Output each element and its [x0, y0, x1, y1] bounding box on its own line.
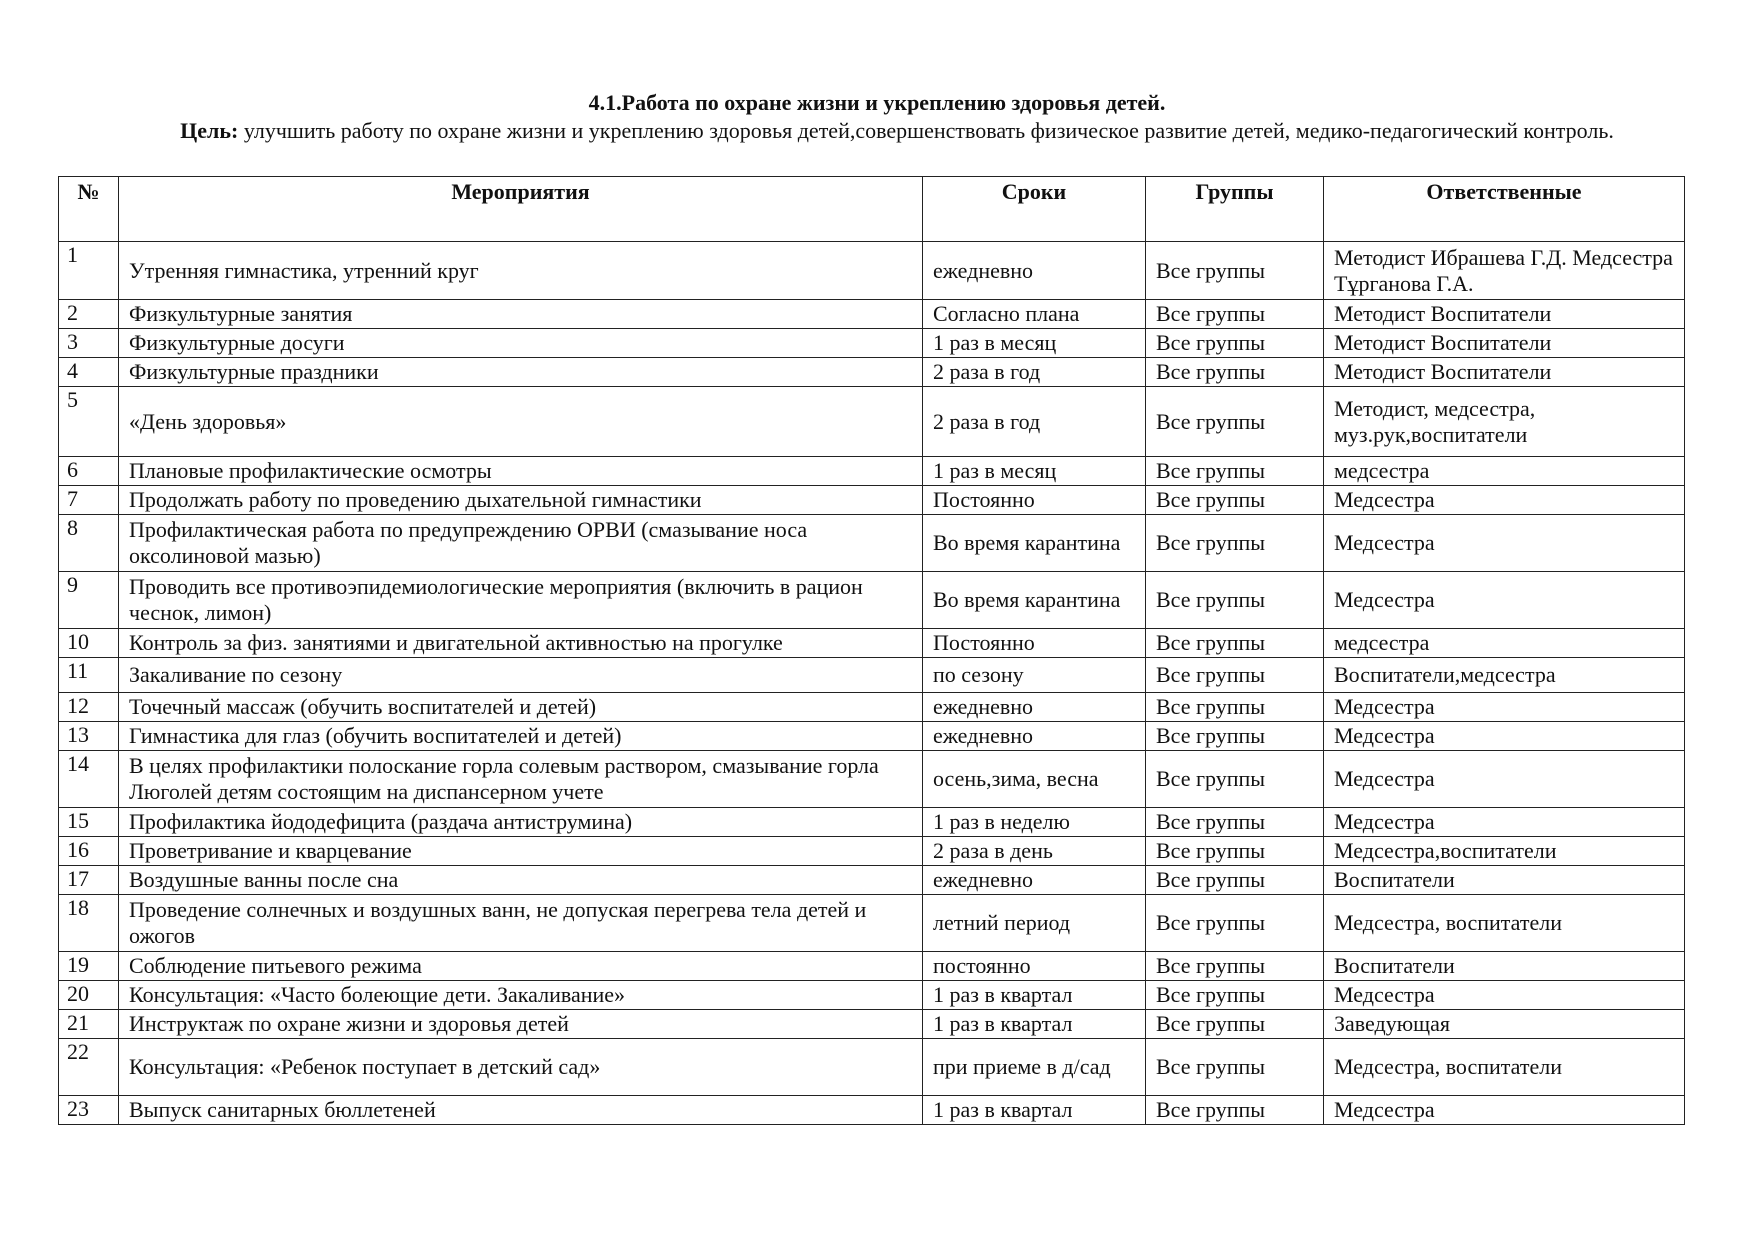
row-number: 6: [59, 457, 119, 486]
row-number: 13: [59, 722, 119, 751]
table-row: [59, 1010, 1685, 1039]
group-cell: Все группы: [1146, 722, 1324, 751]
event-cell: Проводить все противоэпидемиологические мероприятия (включить в рацион чеснок, лимон): [119, 572, 923, 629]
row-number: 8: [59, 515, 119, 572]
term-cell: летний период: [923, 895, 1146, 952]
table-row: [59, 387, 1685, 457]
group-cell: Все группы: [1146, 981, 1324, 1010]
group-cell: Все группы: [1146, 486, 1324, 515]
term-cell: постоянно: [923, 952, 1146, 981]
term-cell: Во время карантина: [923, 515, 1146, 572]
row-number: 7: [59, 486, 119, 515]
group-cell: Все группы: [1146, 751, 1324, 808]
table-row: [59, 722, 1685, 751]
events-table: [58, 176, 1685, 1125]
table-row: [59, 866, 1685, 895]
responsible-cell: Медсестра: [1324, 808, 1685, 837]
row-number: 2: [59, 300, 119, 329]
header-responsible: Ответственные: [1324, 177, 1685, 242]
group-cell: Все группы: [1146, 358, 1324, 387]
table-row: [59, 486, 1685, 515]
event-cell: Воздушные ванны после сна: [119, 866, 923, 895]
event-cell: Закаливание по сезону: [119, 658, 923, 693]
event-cell: «День здоровья»: [119, 387, 923, 457]
responsible-cell: Медсестра: [1324, 572, 1685, 629]
term-cell: Во время карантина: [923, 572, 1146, 629]
responsible-cell: Медсестра: [1324, 693, 1685, 722]
responsible-cell: Медсестра: [1324, 751, 1685, 808]
event-cell: Профилактика йододефицита (раздача антиструмина): [119, 808, 923, 837]
event-cell: Продолжать работу по проведению дыхательной гимнастики: [119, 486, 923, 515]
row-number: 22: [59, 1039, 119, 1096]
term-cell: 2 раза в день: [923, 837, 1146, 866]
row-number: 3: [59, 329, 119, 358]
event-cell: Консультация: «Часто болеющие дети. Закаливание»: [119, 981, 923, 1010]
table-row: [59, 808, 1685, 837]
row-number: 11: [59, 658, 119, 693]
row-number: 20: [59, 981, 119, 1010]
term-cell: при приеме в д/сад: [923, 1039, 1146, 1096]
responsible-cell: Медсестра: [1324, 981, 1685, 1010]
term-cell: 1 раз в квартал: [923, 981, 1146, 1010]
group-cell: Все группы: [1146, 329, 1324, 358]
group-cell: Все группы: [1146, 1096, 1324, 1125]
responsible-cell: Медсестра: [1324, 486, 1685, 515]
responsible-cell: Воспитатели: [1324, 952, 1685, 981]
table-row: [59, 1096, 1685, 1125]
term-cell: ежедневно: [923, 866, 1146, 895]
group-cell: Все группы: [1146, 242, 1324, 300]
event-cell: Консультация: «Ребенок поступает в детский сад»: [119, 1039, 923, 1096]
goal-paragraph: [110, 118, 1684, 144]
row-number: 15: [59, 808, 119, 837]
responsible-cell: Методист Воспитатели: [1324, 300, 1685, 329]
event-cell: Плановые профилактические осмотры: [119, 457, 923, 486]
row-number: 10: [59, 629, 119, 658]
responsible-cell: Методист Воспитатели: [1324, 358, 1685, 387]
document-title: 4.1.Работа по охране жизни и укреплению здоровья детей.: [588, 90, 1166, 115]
event-cell: Инструктаж по охране жизни и здоровья детей: [119, 1010, 923, 1039]
responsible-cell: Медсестра: [1324, 1096, 1685, 1125]
responsible-cell: Методист Воспитатели: [1324, 329, 1685, 358]
responsible-cell: Методист Ибрашева Г.Д. Медсестра Тұрганова Г.А.: [1324, 242, 1685, 300]
row-number: 18: [59, 895, 119, 952]
term-cell: 1 раз в квартал: [923, 1096, 1146, 1125]
event-cell: В целях профилактики полоскание горла солевым раствором, смазывание горла Люголей детям состоящим на диспансерном учете: [119, 751, 923, 808]
responsible-cell: Медсестра, воспитатели: [1324, 1039, 1685, 1096]
group-cell: Все группы: [1146, 837, 1324, 866]
table-row: [59, 952, 1685, 981]
event-cell: Соблюдение питьевого режима: [119, 952, 923, 981]
table-row: [59, 751, 1685, 808]
group-cell: Все группы: [1146, 866, 1324, 895]
event-cell: Проветривание и кварцевание: [119, 837, 923, 866]
term-cell: ежедневно: [923, 722, 1146, 751]
table-body: [59, 242, 1685, 1125]
goal-text: улучшить работу по охране жизни и укреплению здоровья детей,совершенствовать физическое развитие детей, медико-педагогический контроль.: [238, 118, 1614, 143]
responsible-cell: Медсестра: [1324, 515, 1685, 572]
group-cell: Все группы: [1146, 693, 1324, 722]
event-cell: Проведение солнечных и воздушных ванн, не допуская перегрева тела детей и ожогов: [119, 895, 923, 952]
table-header-row: [59, 177, 1685, 242]
table-row: [59, 837, 1685, 866]
group-cell: Все группы: [1146, 300, 1324, 329]
responsible-cell: медсестра: [1324, 457, 1685, 486]
term-cell: ежедневно: [923, 242, 1146, 300]
group-cell: Все группы: [1146, 387, 1324, 457]
row-number: 12: [59, 693, 119, 722]
table-row: [59, 329, 1685, 358]
responsible-cell: Медсестра: [1324, 722, 1685, 751]
responsible-cell: Медсестра,воспитатели: [1324, 837, 1685, 866]
responsible-cell: Воспитатели,медсестра: [1324, 658, 1685, 693]
event-cell: Физкультурные занятия: [119, 300, 923, 329]
group-cell: Все группы: [1146, 1010, 1324, 1039]
event-cell: Физкультурные досуги: [119, 329, 923, 358]
table-row: [59, 242, 1685, 300]
event-cell: Утренняя гимнастика, утренний круг: [119, 242, 923, 300]
row-number: 23: [59, 1096, 119, 1125]
row-number: 9: [59, 572, 119, 629]
table-row: [59, 1039, 1685, 1096]
table-row: [59, 895, 1685, 952]
term-cell: 1 раз в месяц: [923, 457, 1146, 486]
header-events: Мероприятия: [119, 177, 923, 242]
group-cell: Все группы: [1146, 515, 1324, 572]
term-cell: Согласно плана: [923, 300, 1146, 329]
row-number: 4: [59, 358, 119, 387]
responsible-cell: Заведующая: [1324, 1010, 1685, 1039]
event-cell: Выпуск санитарных бюллетеней: [119, 1096, 923, 1125]
event-cell: Точечный массаж (обучить воспитателей и детей): [119, 693, 923, 722]
group-cell: Все группы: [1146, 572, 1324, 629]
table-row: [59, 981, 1685, 1010]
row-number: 16: [59, 837, 119, 866]
group-cell: Все группы: [1146, 457, 1324, 486]
term-cell: по сезону: [923, 658, 1146, 693]
row-number: 1: [59, 242, 119, 300]
row-number: 5: [59, 387, 119, 457]
group-cell: Все группы: [1146, 1039, 1324, 1096]
group-cell: Все группы: [1146, 808, 1324, 837]
term-cell: 1 раз в квартал: [923, 1010, 1146, 1039]
event-cell: Контроль за физ. занятиями и двигательной активностью на прогулке: [119, 629, 923, 658]
term-cell: Постоянно: [923, 486, 1146, 515]
group-cell: Все группы: [1146, 629, 1324, 658]
table-row: [59, 658, 1685, 693]
header-groups: Группы: [1146, 177, 1324, 242]
row-number: 17: [59, 866, 119, 895]
term-cell: ежедневно: [923, 693, 1146, 722]
term-cell: 2 раза в год: [923, 358, 1146, 387]
header-terms: Сроки: [923, 177, 1146, 242]
table-row: [59, 300, 1685, 329]
term-cell: осень,зима, весна: [923, 751, 1146, 808]
responsible-cell: Воспитатели: [1324, 866, 1685, 895]
event-cell: Физкультурные праздники: [119, 358, 923, 387]
event-cell: Профилактическая работа по предупреждению ОРВИ (смазывание носа оксолиновой мазью): [119, 515, 923, 572]
table-row: [59, 457, 1685, 486]
row-number: 19: [59, 952, 119, 981]
event-cell: Гимнастика для глаз (обучить воспитателей и детей): [119, 722, 923, 751]
group-cell: Все группы: [1146, 658, 1324, 693]
term-cell: 1 раз в месяц: [923, 329, 1146, 358]
responsible-cell: медсестра: [1324, 629, 1685, 658]
table-row: [59, 693, 1685, 722]
term-cell: Постоянно: [923, 629, 1146, 658]
table-row: [59, 515, 1685, 572]
group-cell: Все группы: [1146, 895, 1324, 952]
term-cell: 2 раза в год: [923, 387, 1146, 457]
responsible-cell: Методист, медсестра, муз.рук,воспитатели: [1324, 387, 1685, 457]
table-row: [59, 572, 1685, 629]
group-cell: Все группы: [1146, 952, 1324, 981]
table-row: [59, 629, 1685, 658]
responsible-cell: Медсестра, воспитатели: [1324, 895, 1685, 952]
term-cell: 1 раз в неделю: [923, 808, 1146, 837]
header-number: №: [59, 177, 119, 242]
row-number: 14: [59, 751, 119, 808]
table-row: [59, 358, 1685, 387]
row-number: 21: [59, 1010, 119, 1039]
goal-label: Цель:: [180, 118, 239, 143]
